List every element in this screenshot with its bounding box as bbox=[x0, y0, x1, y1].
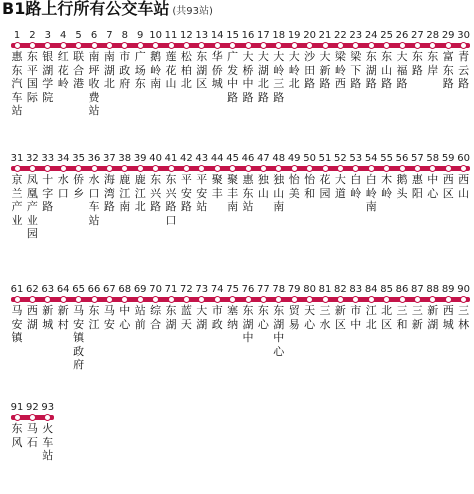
stop-count: (共93站) bbox=[172, 6, 213, 17]
stop-number: 4 bbox=[60, 30, 67, 41]
stop-number: 73 bbox=[195, 284, 209, 295]
stop-name-link[interactable]: 三林 bbox=[458, 304, 470, 331]
stop-name-link[interactable]: 新村 bbox=[57, 304, 69, 331]
stop-number: 20 bbox=[303, 30, 316, 41]
stop-marker bbox=[14, 42, 21, 49]
stop-number: 49 bbox=[287, 153, 301, 164]
stop-number: 28 bbox=[426, 30, 440, 41]
stop-number: 42 bbox=[180, 153, 193, 164]
stop-number: 69 bbox=[133, 284, 147, 295]
stop-name-link[interactable]: 华侨城 bbox=[211, 50, 223, 91]
stop-marker bbox=[29, 296, 36, 303]
stop-marker bbox=[445, 165, 452, 172]
stop-number: 33 bbox=[41, 153, 55, 164]
stop-number: 38 bbox=[118, 153, 132, 164]
stop-name-link[interactable]: 鹿江北 bbox=[134, 173, 146, 214]
stop-number: 44 bbox=[210, 153, 224, 164]
stop-number: 77 bbox=[257, 284, 270, 295]
stop-marker bbox=[260, 296, 267, 303]
stop-number: 22 bbox=[334, 30, 347, 41]
stop-number: 71 bbox=[164, 284, 178, 295]
stop-marker bbox=[414, 296, 421, 303]
stop-number: 63 bbox=[41, 284, 55, 295]
stop-name-link[interactable]: 惠东汽车站 bbox=[11, 50, 23, 118]
stop-number: 85 bbox=[380, 284, 393, 295]
stop-number: 91 bbox=[10, 402, 24, 413]
stop-number: 55 bbox=[380, 153, 393, 164]
stop-marker bbox=[183, 165, 190, 172]
stop-name-link[interactable]: 惠阳 bbox=[411, 173, 423, 200]
stop-number: 64 bbox=[56, 284, 70, 295]
stop-marker bbox=[137, 42, 144, 49]
stop-marker bbox=[106, 42, 113, 49]
stop-name-link[interactable]: 东湖路 bbox=[365, 50, 377, 91]
stop-marker bbox=[322, 296, 329, 303]
stop-number: 21 bbox=[318, 30, 332, 41]
stop-name-link[interactable]: 中心 bbox=[427, 173, 439, 200]
stop-number: 41 bbox=[164, 153, 178, 164]
stop-number: 82 bbox=[334, 284, 347, 295]
stop-marker bbox=[337, 165, 344, 172]
stop-name-link[interactable]: 东湖中 bbox=[242, 304, 254, 345]
stop-marker bbox=[183, 42, 190, 49]
stop-number: 66 bbox=[87, 284, 101, 295]
stop-number: 23 bbox=[349, 30, 363, 41]
stop-name-link[interactable]: 联合港 bbox=[73, 50, 85, 91]
stop-name-link[interactable]: 惠东站 bbox=[242, 173, 254, 214]
stop-number: 12 bbox=[180, 30, 193, 41]
route-row bbox=[0, 402, 474, 492]
stop-number: 45 bbox=[226, 153, 239, 164]
stop-marker bbox=[322, 165, 329, 172]
stop-name-link[interactable]: 大湖北路 bbox=[257, 50, 269, 104]
stop-marker bbox=[14, 414, 21, 421]
stop-number: 52 bbox=[334, 153, 347, 164]
route-row bbox=[0, 30, 474, 150]
stop-name-link[interactable]: 松柏北 bbox=[180, 50, 192, 91]
stop-name-link[interactable]: 新区 bbox=[334, 304, 346, 331]
stop-number: 81 bbox=[318, 284, 332, 295]
stop-name-link[interactable]: 东山路 bbox=[381, 50, 393, 91]
stop-marker bbox=[60, 42, 67, 49]
stop-name-link[interactable]: 东江 bbox=[88, 304, 100, 331]
stop-number: 13 bbox=[195, 30, 209, 41]
stop-name-link[interactable]: 站前 bbox=[134, 304, 146, 331]
stop-number: 43 bbox=[195, 153, 209, 164]
stop-name-link[interactable]: 侨乡 bbox=[73, 173, 85, 200]
stop-name-link[interactable]: 马安镇 bbox=[11, 304, 23, 345]
stop-name-link[interactable]: 怡和 bbox=[304, 173, 316, 200]
stop-number: 31 bbox=[10, 153, 24, 164]
stop-number: 2 bbox=[29, 30, 36, 41]
stop-number: 40 bbox=[149, 153, 162, 164]
stop-name-link[interactable]: 广发中路 bbox=[227, 50, 239, 104]
stop-number: 53 bbox=[349, 153, 363, 164]
stop-name-link[interactable]: 东湖中心 bbox=[273, 304, 285, 358]
stop-name-link[interactable]: 东岸 bbox=[427, 50, 439, 77]
stop-name-link[interactable]: 聚丰 bbox=[211, 173, 223, 200]
stop-name-link[interactable]: 新城 bbox=[42, 304, 54, 331]
stop-name-link[interactable]: 西湖 bbox=[26, 304, 38, 331]
stop-name-link[interactable]: 南湖北 bbox=[103, 50, 115, 91]
stop-number: 90 bbox=[457, 284, 470, 295]
stop-marker bbox=[106, 296, 113, 303]
stop-name-link[interactable]: 三水 bbox=[319, 304, 331, 331]
stop-marker bbox=[368, 42, 375, 49]
stop-marker bbox=[337, 296, 344, 303]
stop-name-link[interactable]: 东湖区 bbox=[196, 50, 208, 91]
stop-number: 1 bbox=[13, 30, 21, 41]
stop-number: 47 bbox=[257, 153, 270, 164]
stop-number: 70 bbox=[149, 284, 162, 295]
stop-name-link[interactable]: 西城 bbox=[442, 304, 454, 331]
stop-name-link[interactable]: 天心 bbox=[304, 304, 316, 331]
stop-number: 37 bbox=[103, 153, 116, 164]
stop-name-link[interactable]: 新湖 bbox=[427, 304, 439, 331]
stop-name-link[interactable]: 东兴路口 bbox=[165, 173, 177, 227]
stop-marker bbox=[399, 296, 406, 303]
stop-number: 75 bbox=[226, 284, 239, 295]
stop-name-link[interactable]: 西山 bbox=[458, 173, 470, 200]
stop-marker bbox=[414, 165, 421, 172]
stop-name-link[interactable]: 大道 bbox=[334, 173, 346, 200]
stop-number: 19 bbox=[287, 30, 301, 41]
stop-name-link[interactable]: 火车站 bbox=[42, 422, 54, 463]
stop-marker bbox=[168, 296, 175, 303]
stop-name-link[interactable]: 贸易 bbox=[288, 304, 300, 331]
stop-number: 56 bbox=[395, 153, 409, 164]
stop-name-link[interactable]: 东心 bbox=[257, 304, 269, 331]
stop-number: 3 bbox=[44, 30, 51, 41]
stop-name-link[interactable]: 聚丰南 bbox=[227, 173, 239, 214]
stop-marker bbox=[291, 296, 298, 303]
stop-name-link[interactable]: 东风 bbox=[11, 422, 23, 449]
stop-marker bbox=[291, 165, 298, 172]
stop-marker bbox=[91, 296, 98, 303]
stop-marker bbox=[137, 296, 144, 303]
stop-marker bbox=[245, 165, 252, 172]
stop-name-link[interactable]: 平安站 bbox=[196, 173, 208, 214]
stop-marker bbox=[414, 42, 421, 49]
stop-marker bbox=[91, 165, 98, 172]
stop-marker bbox=[137, 165, 144, 172]
stop-name-link[interactable]: 莲花山 bbox=[165, 50, 177, 91]
stop-name-link[interactable]: 广场东 bbox=[134, 50, 146, 91]
stop-number: 57 bbox=[411, 153, 424, 164]
stop-marker bbox=[168, 42, 175, 49]
stop-name-link[interactable]: 西区 bbox=[442, 173, 454, 200]
stop-number: 80 bbox=[303, 284, 316, 295]
stop-name-link[interactable]: 京兰产业 bbox=[11, 173, 23, 227]
stop-name-link[interactable]: 大湖 bbox=[196, 304, 208, 331]
stop-name-link[interactable]: 银湖学院 bbox=[42, 50, 54, 104]
stop-number: 8 bbox=[121, 30, 128, 41]
stop-name-link[interactable]: 大桥中路 bbox=[242, 50, 254, 104]
stop-number: 68 bbox=[118, 284, 132, 295]
stop-number: 29 bbox=[441, 30, 455, 41]
stop-number: 74 bbox=[210, 284, 224, 295]
stop-number: 79 bbox=[287, 284, 301, 295]
stop-name-link[interactable]: 三和 bbox=[396, 304, 408, 331]
stop-number: 72 bbox=[180, 284, 193, 295]
stop-name-link[interactable]: 东平国际 bbox=[26, 50, 38, 104]
stop-marker bbox=[214, 165, 221, 172]
stop-marker bbox=[60, 165, 67, 172]
stop-name-link[interactable]: 东湖 bbox=[165, 304, 177, 331]
stop-name-link[interactable]: 大新路 bbox=[319, 50, 331, 91]
route-title: B1路上行所有公交车站 bbox=[2, 0, 170, 18]
stop-number: 15 bbox=[226, 30, 239, 41]
stop-name-link[interactable]: 江北 bbox=[365, 304, 377, 331]
stop-number: 24 bbox=[364, 30, 378, 41]
stop-marker bbox=[168, 165, 175, 172]
stop-number: 9 bbox=[137, 30, 144, 41]
stop-number: 59 bbox=[441, 153, 455, 164]
stop-name-link[interactable]: 花园 bbox=[319, 173, 331, 200]
stop-name-link[interactable]: 市中 bbox=[350, 304, 362, 331]
stop-marker bbox=[445, 42, 452, 49]
stop-name-link[interactable]: 东兴路 bbox=[150, 173, 162, 214]
stop-number: 35 bbox=[72, 153, 85, 164]
stop-name-link[interactable]: 富东路 bbox=[442, 50, 454, 91]
stop-name-link[interactable]: 鹅头 bbox=[396, 173, 408, 200]
stop-number: 36 bbox=[87, 153, 101, 164]
stop-number: 65 bbox=[72, 284, 85, 295]
stop-number: 84 bbox=[364, 284, 378, 295]
stop-number: 78 bbox=[272, 284, 286, 295]
stop-name-link[interactable]: 马石 bbox=[26, 422, 38, 449]
page-title bbox=[2, 0, 213, 20]
stop-number: 27 bbox=[411, 30, 424, 41]
stop-marker bbox=[29, 414, 36, 421]
stop-name-link[interactable]: 大岭北 bbox=[288, 50, 300, 91]
stop-number: 62 bbox=[26, 284, 39, 295]
stop-number: 14 bbox=[210, 30, 224, 41]
stop-name-link[interactable]: 三新 bbox=[411, 304, 423, 331]
stop-number: 34 bbox=[56, 153, 70, 164]
stop-name-link[interactable]: 独山 bbox=[257, 173, 269, 200]
stop-number: 93 bbox=[41, 402, 55, 413]
stop-name-link[interactable]: 梁下路 bbox=[350, 50, 362, 91]
stop-marker bbox=[29, 42, 36, 49]
stop-name-link[interactable]: 平安路 bbox=[180, 173, 192, 214]
stop-number: 48 bbox=[272, 153, 286, 164]
stop-number: 67 bbox=[103, 284, 116, 295]
stop-number: 60 bbox=[457, 153, 470, 164]
stop-name-link[interactable]: 东路 bbox=[411, 50, 423, 77]
stop-number: 61 bbox=[10, 284, 24, 295]
stop-number: 86 bbox=[395, 284, 409, 295]
stop-number: 7 bbox=[106, 30, 113, 41]
stop-name-link[interactable]: 白岭 bbox=[350, 173, 362, 200]
stop-number: 92 bbox=[26, 402, 39, 413]
stop-marker bbox=[399, 42, 406, 49]
stop-number: 50 bbox=[303, 153, 316, 164]
stop-name-link[interactable]: 青云路 bbox=[458, 50, 470, 91]
stop-marker bbox=[29, 165, 36, 172]
stop-name-link[interactable]: 白岭南 bbox=[365, 173, 377, 214]
stop-marker bbox=[214, 42, 221, 49]
stop-name-link[interactable]: 大福路 bbox=[396, 50, 408, 91]
stop-marker bbox=[14, 165, 21, 172]
stop-name-link[interactable]: 马安镇政府 bbox=[73, 304, 85, 372]
stop-number: 54 bbox=[364, 153, 378, 164]
stop-name-link[interactable]: 综合 bbox=[150, 304, 162, 331]
stop-name-link[interactable]: 水口车站 bbox=[88, 173, 100, 227]
stop-name-link[interactable]: 马安 bbox=[103, 304, 115, 331]
stop-number: 17 bbox=[257, 30, 270, 41]
stop-number: 58 bbox=[426, 153, 440, 164]
stop-number: 30 bbox=[457, 30, 470, 41]
stop-marker bbox=[260, 165, 267, 172]
stop-name-link[interactable]: 蓝天 bbox=[180, 304, 192, 331]
stop-name-link[interactable]: 凤凰产业园 bbox=[26, 173, 38, 241]
route-row bbox=[0, 284, 474, 399]
stop-number: 5 bbox=[75, 30, 82, 41]
stop-number: 88 bbox=[426, 284, 440, 295]
stop-number: 39 bbox=[133, 153, 147, 164]
stop-name-link[interactable]: 独山南 bbox=[273, 173, 285, 214]
stop-name-link[interactable]: 海湾路 bbox=[103, 173, 115, 214]
stop-number: 16 bbox=[241, 30, 255, 41]
stop-marker bbox=[214, 296, 221, 303]
stop-number: 32 bbox=[26, 153, 39, 164]
stop-number: 18 bbox=[272, 30, 286, 41]
stop-name-link[interactable]: 怡美 bbox=[288, 173, 300, 200]
stop-number: 51 bbox=[318, 153, 332, 164]
stop-marker bbox=[260, 42, 267, 49]
stop-name-link[interactable]: 塞纳 bbox=[227, 304, 239, 331]
stop-marker bbox=[368, 165, 375, 172]
stop-number: 25 bbox=[380, 30, 393, 41]
stop-name-link[interactable]: 水口 bbox=[57, 173, 69, 200]
stop-name-link[interactable]: 鹅岭南 bbox=[150, 50, 162, 91]
stop-marker bbox=[291, 42, 298, 49]
stop-marker bbox=[14, 296, 21, 303]
stop-marker bbox=[445, 296, 452, 303]
route-row bbox=[0, 153, 474, 280]
stop-marker bbox=[322, 42, 329, 49]
stop-marker bbox=[245, 42, 252, 49]
stop-marker bbox=[368, 296, 375, 303]
stop-number: 6 bbox=[90, 30, 98, 41]
stop-name-link[interactable]: 十字路 bbox=[42, 173, 54, 214]
stop-marker bbox=[183, 296, 190, 303]
stop-marker bbox=[91, 42, 98, 49]
stop-name-link[interactable]: 市政 bbox=[211, 304, 223, 331]
stop-marker bbox=[337, 42, 344, 49]
stop-number: 46 bbox=[241, 153, 255, 164]
stop-number: 89 bbox=[441, 284, 455, 295]
stop-marker bbox=[60, 296, 67, 303]
stop-number: 83 bbox=[349, 284, 363, 295]
stop-name-link[interactable]: 梁岭西 bbox=[334, 50, 346, 91]
stop-number: 76 bbox=[241, 284, 255, 295]
stop-name-link[interactable]: 市政府 bbox=[119, 50, 131, 91]
stop-name-link[interactable]: 北区 bbox=[381, 304, 393, 331]
stop-marker bbox=[399, 165, 406, 172]
stop-name-link[interactable]: 红花岭 bbox=[57, 50, 69, 91]
stop-name-link[interactable]: 中心 bbox=[119, 304, 131, 331]
stop-number: 11 bbox=[164, 30, 178, 41]
stop-number: 10 bbox=[149, 30, 162, 41]
stop-number: 26 bbox=[395, 30, 409, 41]
stop-marker bbox=[106, 165, 113, 172]
stop-name-link[interactable]: 沙田路 bbox=[304, 50, 316, 91]
stop-number: 87 bbox=[411, 284, 424, 295]
stop-name-link[interactable]: 鹿江南 bbox=[119, 173, 131, 214]
stop-name-link[interactable]: 木岭 bbox=[381, 173, 393, 200]
stop-marker bbox=[245, 296, 252, 303]
stop-name-link[interactable]: 大岭三路 bbox=[273, 50, 285, 104]
stop-name-link[interactable]: 南坪收费站 bbox=[88, 50, 100, 118]
